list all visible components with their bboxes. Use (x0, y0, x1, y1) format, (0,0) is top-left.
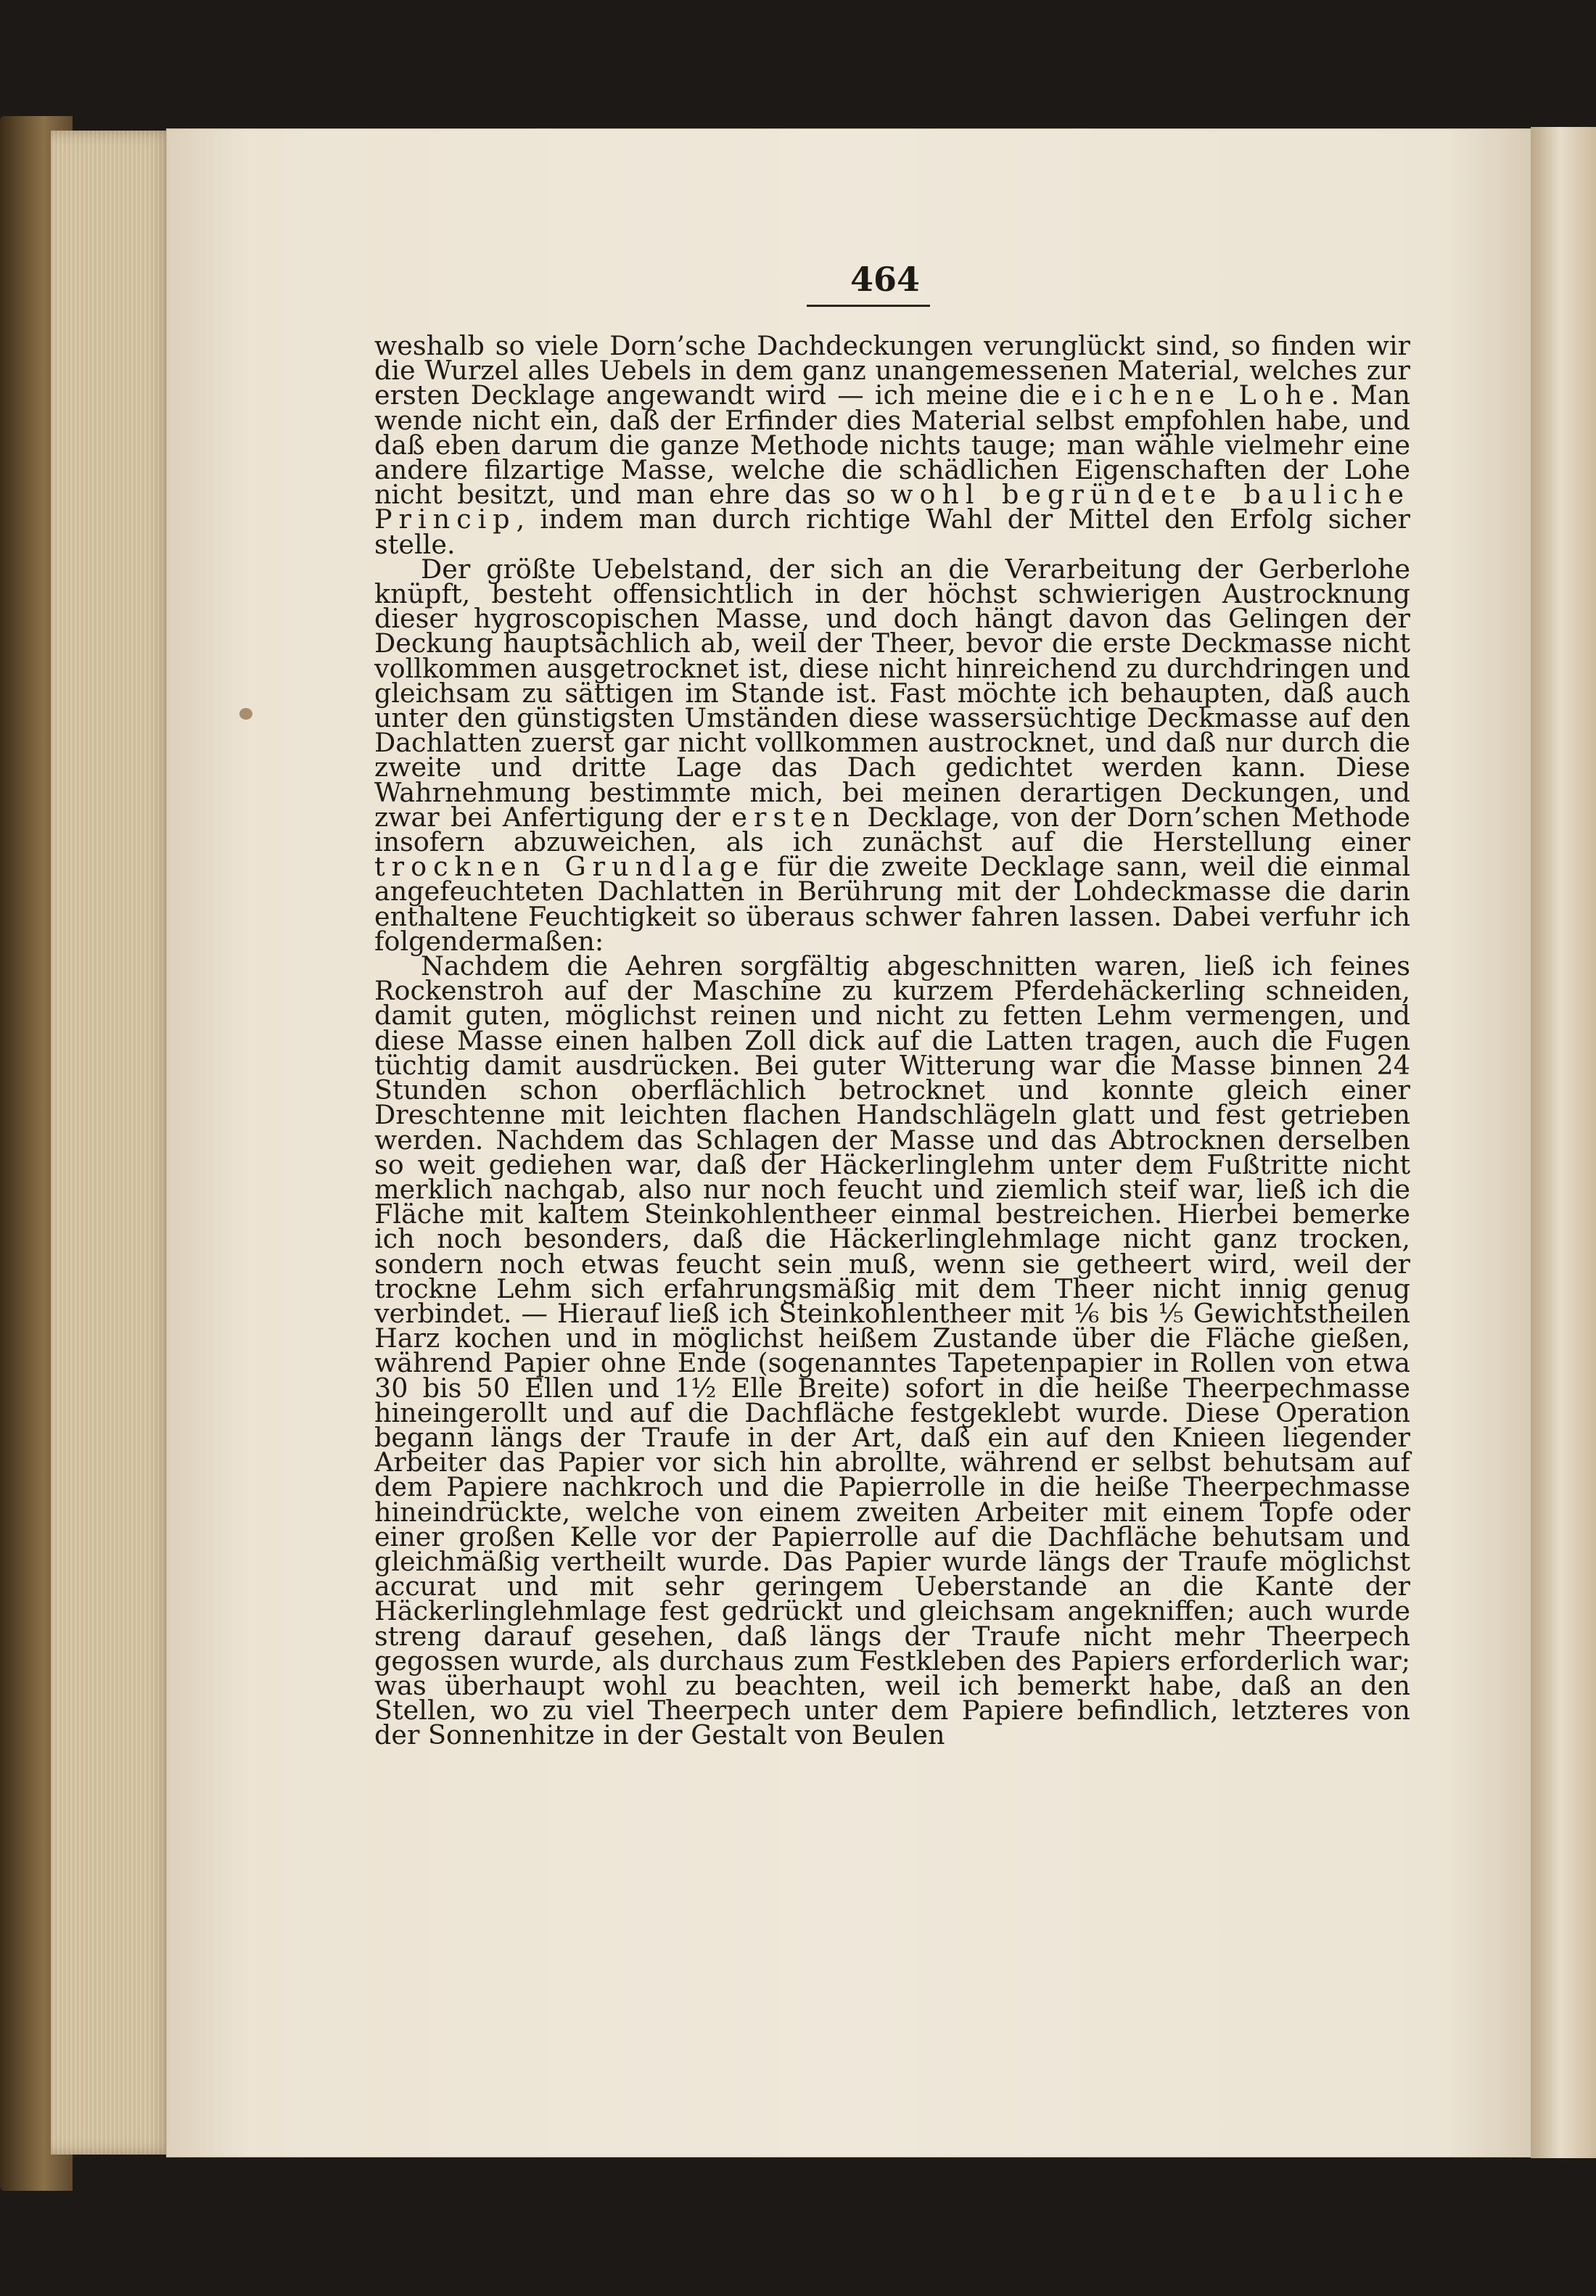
page-edges-left (51, 131, 174, 2155)
page-number: 464 (850, 260, 921, 299)
text-run: , indem man durch richtige Wahl der Mittel den Erfolg sicher stelle. (374, 503, 1410, 560)
emphasis-spaced: wohl begründete bauliche Princip (374, 479, 1410, 535)
paragraph-2 (374, 553, 1410, 957)
paragraph-3 (374, 950, 1410, 1751)
emphasis-spaced: ersten (731, 801, 856, 833)
text-run: Nachdem die Aehren sorgfältig abgeschnitten waren, ließ ich feines Rockenstroh auf der Maschine zu kurzem Pferdehäckerling schneiden, damit guten, möglichst reinen und nicht zu fetten Lehm vermengen, und diese Masse einen halben Zoll dick auf die Latten tragen, auch die Fugen tüchtig damit ausdrücken. Bei guter Witterung war die Masse binnen 24 Stunden schon oberflächlich betrocknet und konnte gleich einer Dreschtenne mit leichten flachen Handschlägeln glatt und fest getrieben werden. Nachdem das Schlagen der Masse und das Abtrocknen derselben so weit gediehen war, daß der Häckerlinglehm unter dem Fußtritte nicht merklich nachgab, also nur noch feucht und ziemlich steif war, ließ ich die Fläche mit kaltem Steinkohlentheer einmal bestreichen. Hierbei bemerke ich noch besonders, daß die Häckerlinglehmlage nicht ganz trocken, sondern noch etwas feucht sein muß, wenn sie getheert wird, weil der trockne Lehm sich erfahrungsmäßig mit dem Theer nicht innig genug verbindet. — Hierauf ließ ich Steinkohlentheer mit ⅙ bis ⅕ Gewichtstheilen Harz kochen und in möglichst heißem Zustande über die Fläche gießen, während Papier ohne Ende (sogenanntes Tapetenpapier in Rollen von etwa 30 bis 50 Ellen und 1½ Elle Breite) sofort in die heiße Theerpechmasse hineingerollt und auf die Dachfläche festgeklebt wurde. Diese Operation begann längs der Traufe in der Art, daß ein auf den Knieen liegender Arbeiter das Papier vor sich hin abrollte, während er selbst behutsam auf dem Papiere nachkroch und die Papierrolle in die heiße Theerpechmasse hineindrückte, welche von einem zweiten Arbeiter mit einem Topfe oder einer großen Kelle vor der Papierrolle auf die Dachfläche behutsam und gleichmäßig vertheilt wurde. Das Papier wurde längs der Traufe möglichst accurat und mit sehr geringem Ueberstande an die Kante der Häckerlinglehmlage fest gedrückt und gleichsam angekniffen; auch wurde streng darauf gesehen, daß längs der Traufe nicht mehr Theerpech gegossen wurde, als durchaus zum Festkleben des Papiers erforderlich war; was überhaupt wohl zu beachten, weil ich bemerkt habe, daß an den Stellen, wo zu viel Theerpech unter dem Papiere befindlich, letzteres von der Sonnenhitze in der Gestalt von Beulen (374, 950, 1410, 1751)
header-rule (807, 305, 930, 307)
text-run: Der größte Uebelstand, der sich an die Verarbeitung der Gerberlohe knüpft, besteht offensichtlich in der höchst schwierigen Austrocknung dieser hygroscopischen Masse, und doch hängt davon das Gelingen der Deckung hauptsächlich ab, weil der Theer, bevor die erste Deckmasse nicht vollkommen ausgetrocknet ist, diese nicht hinreichend zu durchdringen und gleichsam zu sättigen im Stande ist. Fast möchte ich behaupten, daß auch unter den günstigsten Umständen diese wassersüchtige Deckmasse auf den Dachlatten zuerst gar nicht vollkommen austrocknet, und daß nur durch die zweite und dritte Lage das Dach gedichtet werden kann. Diese Wahrnehmung bestimmte mich, bei meinen derartigen Deckungen, und zwar bei Anfertigung der (374, 553, 1410, 833)
paragraph-1 (374, 330, 1410, 560)
body-text (374, 330, 1410, 1751)
emphasis-spaced: eichene Lohe (1071, 379, 1331, 411)
text-run: weshalb so viele Dorn’sche Dachdeckungen verunglückt sind, so finden wir die Wurzel alles Uebels in dem ganz unangemessenen Material, welches zur ersten Decklage angewandt wird — ich meine die (374, 330, 1410, 411)
text-run: . Man wende nicht ein, daß der Erfinder dies Material selbst empfohlen habe, und daß eben darum die ganze Methode nichts tauge; man wähle vielmehr eine andere filzartige Masse, welche die schädlichen Eigenschaften der Lohe nicht besitzt, und man ehre das so (374, 379, 1410, 511)
page-edges-right (1531, 127, 1596, 2158)
text-run: für die zweite Decklage sann, weil die einmal angefeuchteten Dachlatten in Berührung mit der Lohdeckmasse die darin enthaltene Feuchtigkeit so überaus schwer fahren lassen. Dabei verfuhr ich folgendermaßen: (374, 851, 1410, 957)
paper-stain (239, 708, 252, 720)
text-run: Decklage, von der Dorn’schen Methode insofern abzuweichen, als ich zunächst auf die Herstellung einer (374, 801, 1410, 858)
emphasis-spaced: trocknen Grundlage (374, 851, 765, 883)
